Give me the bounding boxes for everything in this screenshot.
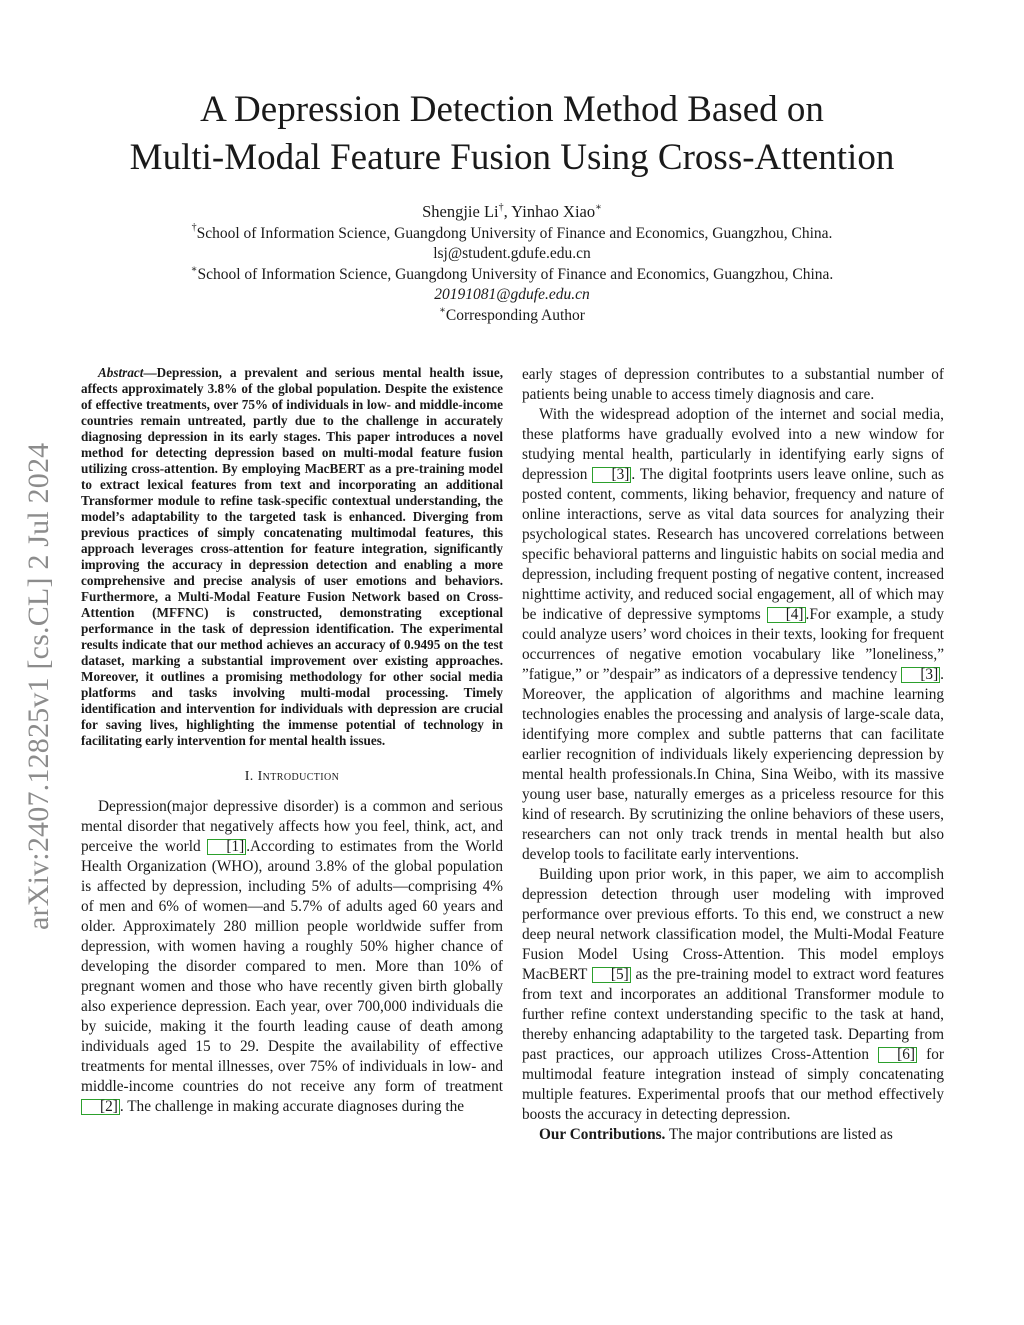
- dagger-mark: †: [191, 222, 197, 234]
- arxiv-identifier-stamp: arXiv:2407.12825v1 [cs.CL] 2 Jul 2024: [22, 442, 55, 930]
- author-block: [60, 202, 964, 327]
- affiliation-1: †School of Information Science, Guangdong University of Finance and Economics, Guangzhou, China.: [191, 222, 833, 242]
- author-separator: ,: [503, 202, 512, 221]
- dagger-mark: †: [498, 201, 504, 213]
- left-column: [81, 365, 503, 1117]
- paper-title: [60, 86, 964, 182]
- contributions-label: Our Contributions.: [539, 1126, 666, 1143]
- author-name-2: Yinhao Xiao: [511, 202, 596, 221]
- citation-link[interactable]: [3]: [901, 667, 940, 683]
- abstract-label: Abstract: [98, 365, 144, 380]
- title-line-2: Multi-Modal Feature Fusion Using Cross-Attention: [129, 137, 895, 178]
- abstract-text: —Depression, a prevalent and serious mental health issue, affects approximately 3.8% of the global population. Despite the existence of effective treatments, over 75% of individuals in low- and middle-income countries remain untreated, partly due to the challenge in accurately diagnosing depression in its early stages. This paper introduces a novel method for detecting depression based on multi-modal feature fusion utilizing cross-attention. By employing MacBERT as a pre-training model to extract lexical features from text and incorporating an additional Transformer module to refine task-specific contextual understanding, the model’s adaptability to the targeted task is enhanced. Diverging from previous practices of simply concatenating multimodal features, this approach leverages cross-attention for feature integration, significantly improving the accuracy in depression detection and enabling a more comprehensive and precise analysis of user emotions and behaviors. Furthermore, a Multi-Modal Feature Fusion Network based on Cross-Attention (MFFNC) is constructed, demonstrating exceptional performance in the task of depression identification. The experimental results indicate that our method achieves an accuracy of 0.9495 on the test dataset, marking a substantial improvement over existing approaches. Moreover, it outlines a promising methodology for other social media platforms and tasks involving multi-modal processing. Timely identification and intervention for individuals with depression are crucial for saving lives, highlighting the immense potential of technology in facilitating early intervention for mental health issues.: [81, 365, 503, 748]
- intro-paragraph-1-continued: early stages of depression contributes to a substantial number of patients being unable to access timely diagnosis and care.: [522, 366, 944, 403]
- citation-link[interactable]: [5]: [592, 967, 631, 983]
- intro-paragraph-2: With the widespread adoption of the internet and social media, these platforms have gradually evolved into a new window for studying mental health, particularly in identifying early signs of depression [3] . The digital footprints users leave online, such as posted content, comments, liking behavior, frequency and nature of online interactions, serve as vital data sources for analyzing their psychological states. Research has uncovered correlations between specific behavioral patterns and linguistic habits on social media and depression, including frequent posting of negative content, increased nighttime activity, and reduced social engagement, all of which may be indicative of depressive symptoms [4] .For example, a study could analyze users’ word choices in their texts, looking for frequent occurrences of negative emotion vocabulary like ”loneliness,” ”fatigue,” or ”despair” as indicators of a depressive tendency [3] . Moreover, the application of algorithms and machine learning technologies enables the processing and analysis of large-scale data, identifying more complex and subtle patterns that can facilitate earlier recognition of individuals likely experiencing depression by mental health professionals.In China, Sina Weibo, with its massive young user base, naturally emerges as a priceless resource for this kind of research. By scrutinizing the online behaviors of these users, researchers can not only track trends in mental health but also develop tools to facilitate early interventions.: [522, 406, 945, 863]
- corresponding-author-note: ∗Corresponding Author: [439, 304, 585, 324]
- citation-link[interactable]: [3]: [592, 467, 631, 483]
- star-mark: ∗: [595, 201, 602, 213]
- star-mark: ∗: [439, 304, 446, 316]
- contributions-paragraph: Our Contributions. The major contributions are listed as: [539, 1126, 893, 1143]
- citation-link[interactable]: [1]: [207, 839, 246, 855]
- star-mark: ∗: [190, 263, 198, 275]
- citation-link[interactable]: [6]: [878, 1047, 917, 1063]
- author-name-1: Shengjie Li: [422, 202, 499, 221]
- abstract: [81, 365, 503, 749]
- section-heading-introduction: I. Introduction: [244, 769, 340, 784]
- affiliation-2: ∗School of Information Science, Guangdong University of Finance and Economics, Guangzhou, China.: [190, 263, 834, 283]
- citation-link[interactable]: [4]: [767, 607, 806, 623]
- title-line-1: A Depression Detection Method Based on: [200, 89, 824, 130]
- intro-paragraph-1: Depression(major depressive disorder) is a common and serious mental disorder that negatively affects how you feel, think, act, and perceive the world [1] .According to estimates from the World Health Organization (WHO), around 3.8% of the global population is affected by depression, including 5% of adults—comprising 4% of men and 6% of women—and 5.7% of adults aged 60 years and older. Approximately 280 million people worldwide suffer from depression, with women having a roughly 50% higher chance of developing the disorder compared to men. More than 10% of pregnant women and those who have recently given birth globally also experience depression. Each year, over 700,000 individuals die by suicide, making it the fourth leading cause of death among individuals aged 15 to 29. Despite the availability of effective treatments for mental illnesses, over 75% of individuals in low- and middle-income countries do not receive any form of treatment [2] . The challenge in making accurate diagnoses during the: [81, 798, 503, 1115]
- citation-link[interactable]: [2]: [81, 1099, 120, 1115]
- email-1: lsj@student.gdufe.edu.cn: [433, 245, 591, 263]
- right-column: [522, 365, 944, 1145]
- author-names: [60, 202, 964, 223]
- email-2: 20191081@gdufe.edu.cn: [434, 286, 590, 304]
- intro-paragraph-3: Building upon prior work, in this paper, we aim to accomplish depression detection through user modeling with improved performance over previous efforts. To this end, we construct a new deep neural network classification model, the Multi-Modal Feature Fusion Model Using Cross-Attention. This model employs MacBERT [5] as the pre-training model to extract word features from text and incorporates an additional Transformer module to further refine context understanding specific to the task at hand, thereby enhancing adaptability to the targeted task. Departing from past practices, our approach utilizes Cross-Attention [6] for multimodal feature integration instead of simply concatenating multiple features. Experimental proofs that our method effectively boosts the accuracy in detecting depression.: [522, 866, 944, 1123]
